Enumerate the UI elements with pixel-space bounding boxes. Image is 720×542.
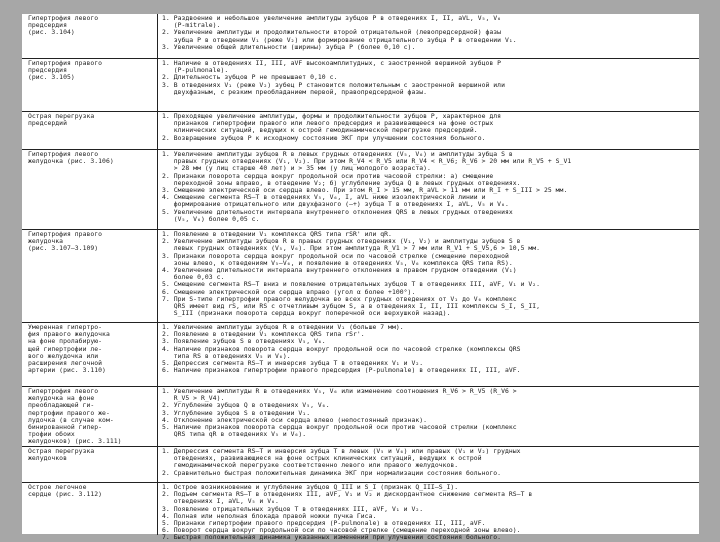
criteria-table <box>22 14 699 542</box>
document-page <box>22 14 699 542</box>
criteria-cell <box>162 387 699 447</box>
condition-cell <box>22 150 158 230</box>
criteria-cell <box>162 112 699 150</box>
criteria-cell <box>162 447 699 483</box>
criteria-text: 1. Появление в отведении V₁ комплекса QRS типа rSR' или qR. 2. Увеличение амплитуды зубцов R в правых грудных отведениях (V₁, V₂) и амплитуды зубцов S в левых грудных отведениях (V₅, V₆). При этом амплитуда R_V1 > 7 мм или R_V1 + S_V5,6 > 10,5 мм. 3. Признаки поворота сердца вокруг продольной оси по часовой стрелке (смещение переходной зоны влево, к отведениям V₅–V₆, и появление в отведениях V₅, V₆ комплекса QRS типа RS). 4. Увеличение длительности интервала внутреннего отклонения в правом грудном отведении (V₁) более 0,03 с. 5. Смещение сегмента RS–T вниз и появление отрицательных зубцов Т в отведениях III, aVF, V₁ и V₂. 6. Смещение электрической оси сердца вправо (угол α более +100°). 7. При S-типе гипертрофии правого желудочка во всех грудных отведениях от V₁ до V₆ комплекс QRS имеет вид rS, или RS с отчетливым зубцом S, а в отведениях I, II, III комплексы S_I, S_II, S_III (признаки поворота сердца вокруг поперечной оси верхушкой назад). <box>162 230 541 318</box>
criteria-text: 1. Депрессия сегмента RS–T и инверсия зубца T в левых (V₅ и V₆) или правых (V₁ и V₂) грудных отведениях, развивающиеся на фоне острых клинических ситуаций, ведущих к острой гемодинамической перегрузке соответственно левого или правого желудочков. 2. Сравнительно быстрая положительная динамика ЭКГ при нормализации состояния больного. <box>162 447 521 477</box>
criteria-text: 1. Наличие в отведениях II, III, aVF высокоамплитудных, с заостренной вершиной зубцов Р (P-pulmonale). 2. Длительность зубцов Р не превышает 0,10 с. 3. В отведениях V₁ (реже V₂) зубец Р становится положительным с заостренной вершиной или двухфазным, с резким преобладанием первой, правопредсердной фазы. <box>162 59 505 96</box>
condition-name: Гипертрофия левого желудочка (рис. 3.106) <box>28 150 114 166</box>
condition-cell <box>22 447 158 483</box>
criteria-text: 1. Увеличение амплитуды R в отведениях V₅, V₆ или изменение соотношения R_V6 > R_V5 (R_V6 > R_V5 > R_V4). 2. Углубление зубцов Q в отведениях V₅, V₆. 3. Углубление зубцов S в отведении V₁. 4. Отклонение электрической оси сердца влево (непостоянный признак). 5. Наличие признаков поворота сердца вокруг продольной оси против часовой стрелки (комплекс QRS типа qR в отведениях V₅ и V₆). <box>162 387 517 439</box>
condition-name: Гипертрофия левого предсердия (рис. 3.104) <box>28 14 99 37</box>
criteria-text: 1. Острое возникновение и углубление зубцов Q_III и S_I (признак Q_III–S_I). 2. Подъем сегмента RS–T в отведениях III, aVF, V₁ и V₂ и дискордантное снижение сегмента RS–T в отведениях I, aVL, V₅ и V₆. 3. Появление отрицательных зубцов T в отведениях III, aVF, V₁ и V₂. 4. Полная или неполная блокада правой ножки пучка Гиса. 5. Признаки гипертрофии правого предсердия (P-pulmonale) в отведениях II, III, aVF. 6. Поворот сердца вокруг продольной оси по часовой стрелке (смещение переходной зоны влево). 7. Быстрая положительная динамика указанных изменений при улучшении состояния больного. <box>162 483 533 542</box>
condition-cell <box>22 323 158 387</box>
criteria-text: 1. Увеличение амплитуды зубцов R в левых грудных отведениях (V₅, V₆) и амплитуды зубца S в правых грудных отведениях (V₁, V₂). При этом R_V4 < R_V5 или R_V4 < R_V6; R_V6 > 20 мм или R_V5 + S_V1 > 28 мм (у лиц старше 40 лет) и > 35 мм (у лиц молодого возраста). 2. Признаки поворота сердца вокруг продольной оси против часовой стрелки: а) смещение переходной зоны вправо, в отведение V₂; б) углубление зубца Q в левых грудных отведениях. 3. Смещение электрической оси сердца влево. При этом R_I > 15 мм, R_aVL > 11 мм или R_I + S_III > 25 мм. 4. Смещение сегмента RS–T в отведениях V₅, V₆, I, aVL ниже изоэлектрической линии и формирование отрицательного или двухфазного (–+) зубца Т в отведениях I, aVL, V₅ и V₆. 5. Увеличение длительности интервала внутреннего отклонения QRS в левых грудных отведениях (V₅, V₆) более 0,05 с. <box>162 150 572 223</box>
condition-name: Гипертрофия левого желудочка на фоне преобладающей ги- пертрофии правого же- лудочка (в случае ком- бинированной гипер- трофии обоих желудочков) (рис. 3.111) <box>28 387 122 446</box>
condition-name: Гипертрофия правого предсердия (рис. 3.105) <box>28 59 103 82</box>
criteria-cell <box>162 483 699 542</box>
criteria-cell <box>162 323 699 387</box>
condition-cell <box>22 59 158 112</box>
condition-name: Гипертрофия правого желудочка (рис. 3.107–3.109) <box>28 230 103 253</box>
table-row <box>22 149 699 230</box>
condition-name: Умеренная гипертро- фия правого желудочка на фоне пролабирую- щей гипертрофии ле- вого желудочка или расширения легочной артерии (рис. 3.110) <box>28 323 110 375</box>
table-row <box>22 322 699 387</box>
condition-cell <box>22 230 158 323</box>
condition-name: Острое легочное сердце (рис. 3.112) <box>28 483 103 499</box>
condition-cell <box>22 14 158 58</box>
criteria-text: 1. Преходящее увеличение амплитуды, формы и продолжительности зубцов Р, характерное для признаков гипертрофии правого или левого предсердия и развивающееся на фоне острых клинических ситуаций, ведущих к острой гемодинамической перегрузке предсердий. 2. Возвращение зубцов Р к исходному состоянию ЭКГ при улучшении состояния больного. <box>162 112 502 142</box>
table-row <box>22 14 699 58</box>
criteria-text: 1. Увеличение амплитуды зубцов R в отведении V₁ (больше 7 мм). 2. Появление в отведении V₁ комплекса QRS типа rSr'. 3. Появление зубцов S в отведениях V₅, V₆. 4. Наличие признаков поворота сердца вокруг продольной оси по часовой стрелке (комплексы QRS типа RS в отведениях V₅ и V₆). 5. Депрессия сегмента RS–T и инверсия зубца T в отведениях V₁ и V₂. 6. Наличие признаков гипертрофии правого предсердия (P-pulmonale) в отведениях II, III, aVF. <box>162 323 521 375</box>
table-row <box>22 111 699 150</box>
condition-name: Острая перегрузка желудочков <box>28 447 95 463</box>
table-row <box>22 229 699 323</box>
table-row <box>22 386 699 447</box>
table-row <box>22 446 699 483</box>
criteria-cell <box>162 14 699 58</box>
table-row <box>22 482 699 542</box>
criteria-cell <box>162 150 699 230</box>
condition-cell <box>22 387 158 447</box>
condition-cell <box>22 483 158 535</box>
table-row <box>22 58 699 112</box>
criteria-text: 1. Раздвоение и небольшое увеличение амплитуды зубцов Р в отведениях I, II, aVL, V₅, V₆ (P-mitrale). 2. Увеличение амплитуды и продолжительности второй отрицательной (левопредсердной) фазы зубца Р в отведении V₁ (реже V₂) или формирование отрицательного зубца Р в отведении V₁. 3. Увеличение общей длительности (ширины) зубца Р (более 0,10 с). <box>162 14 517 51</box>
condition-cell <box>22 112 158 150</box>
criteria-cell <box>162 59 699 112</box>
condition-name: Острая перегрузка предсердий <box>28 112 95 128</box>
criteria-cell <box>162 230 699 323</box>
